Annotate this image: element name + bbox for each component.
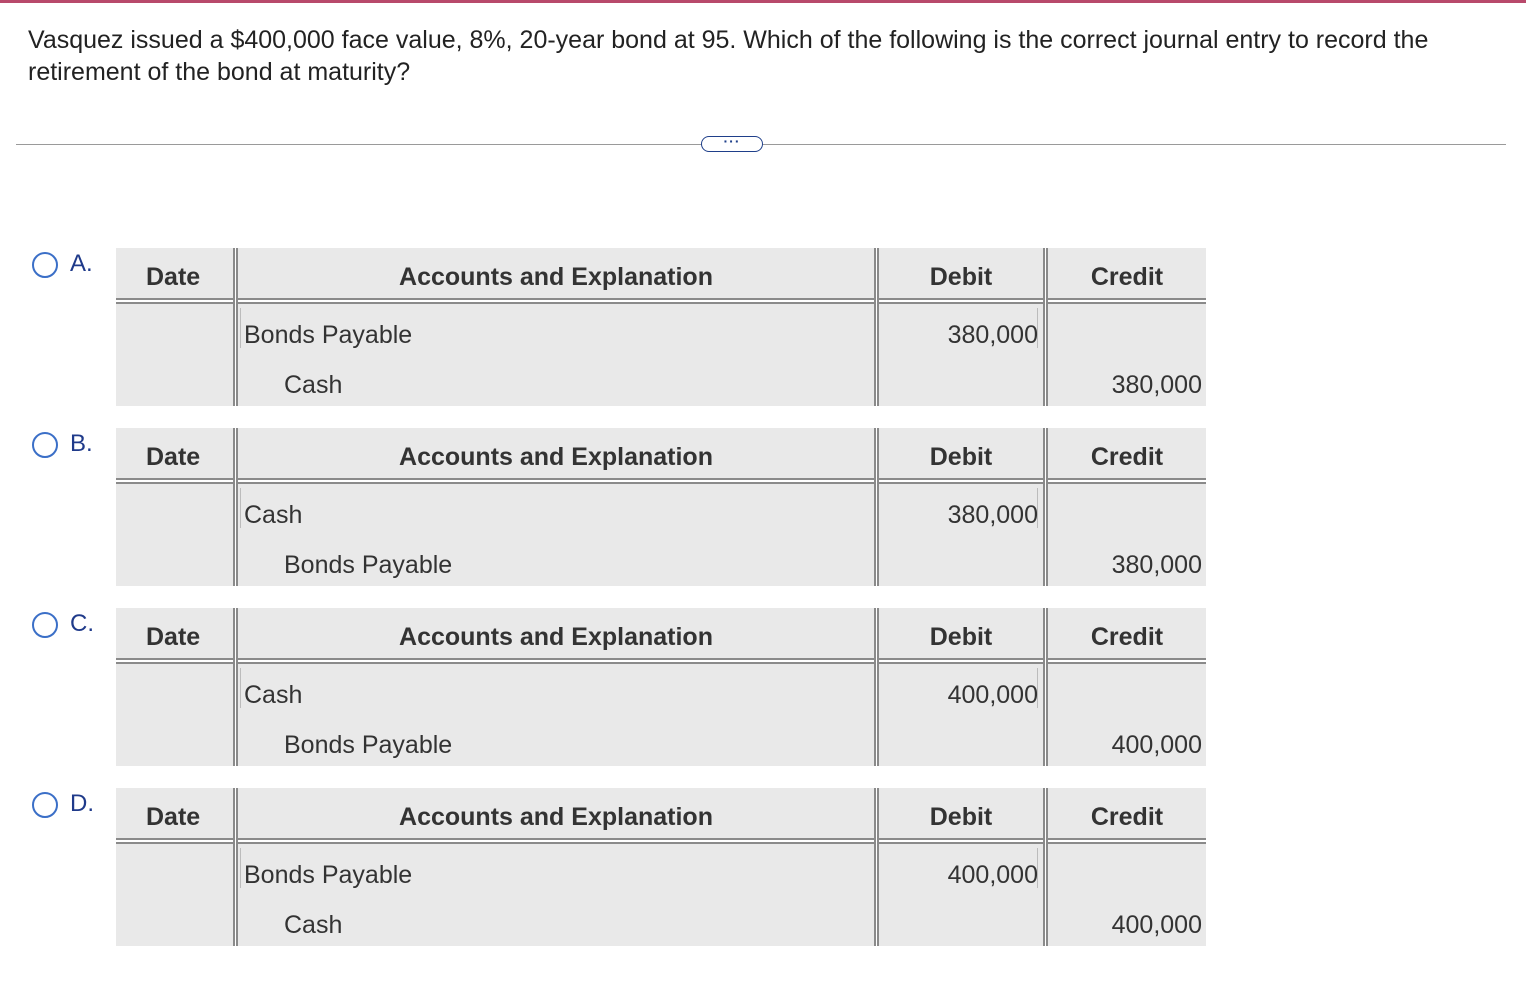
header-credit: Credit xyxy=(1090,623,1164,651)
header-accounts: Accounts and Explanation xyxy=(399,443,713,471)
header-credit: Credit xyxy=(1090,443,1164,471)
header-debit: Debit xyxy=(929,443,993,471)
column-separator xyxy=(233,428,238,586)
header-debit: Debit xyxy=(929,263,993,291)
credit-account: Bonds Payable xyxy=(284,731,453,759)
credit-amount: 400,000 xyxy=(1111,731,1202,759)
header-date: Date xyxy=(146,263,201,291)
debit-amount: 380,000 xyxy=(947,501,1038,529)
debit-account: Cash xyxy=(244,501,303,529)
credit-account: Bonds Payable xyxy=(284,551,453,579)
answer-option-c xyxy=(0,608,1526,766)
header-credit: Credit xyxy=(1090,263,1164,291)
journal-entry-table xyxy=(116,248,1206,406)
option-letter: B. xyxy=(70,430,93,457)
radio-option-b[interactable] xyxy=(32,432,58,458)
debit-account: Bonds Payable xyxy=(244,861,413,889)
radio-option-c[interactable] xyxy=(32,612,58,638)
cell-border xyxy=(240,308,241,348)
header-accounts: Accounts and Explanation xyxy=(399,803,713,831)
debit-account: Cash xyxy=(244,681,303,709)
header-accounts: Accounts and Explanation xyxy=(399,263,713,291)
journal-entry-table xyxy=(116,788,1206,946)
cell-border xyxy=(240,668,241,708)
journal-entry-table xyxy=(116,428,1206,586)
credit-amount: 380,000 xyxy=(1111,371,1202,399)
debit-amount: 400,000 xyxy=(947,681,1038,709)
question-text: Vasquez issued a $400,000 face value, 8%, 20-year bond at 95. Which of the following is the correct journal entry to record the retirement of the bond at maturity? xyxy=(28,26,1429,86)
header-debit: Debit xyxy=(929,623,993,651)
header-debit: Debit xyxy=(929,803,993,831)
debit-amount: 400,000 xyxy=(947,861,1038,889)
cell-border xyxy=(240,488,241,528)
journal-entry-table xyxy=(116,608,1206,766)
answer-option-a xyxy=(0,248,1526,406)
cell-border xyxy=(240,848,241,888)
header-date: Date xyxy=(146,803,201,831)
credit-amount: 400,000 xyxy=(1111,911,1202,939)
top-accent-bar xyxy=(0,0,1526,3)
credit-account: Cash xyxy=(284,911,343,939)
option-letter: C. xyxy=(70,610,94,637)
option-letter: D. xyxy=(70,790,94,817)
header-credit: Credit xyxy=(1090,803,1164,831)
debit-amount: 380,000 xyxy=(947,321,1038,349)
header-date: Date xyxy=(146,443,201,471)
debit-account: Bonds Payable xyxy=(244,321,413,349)
radio-option-a[interactable] xyxy=(32,252,58,278)
answer-option-d xyxy=(0,788,1526,946)
column-separator xyxy=(233,608,238,766)
option-letter: A. xyxy=(70,250,93,277)
radio-option-d[interactable] xyxy=(32,792,58,818)
more-options-button[interactable]: ··· xyxy=(701,136,763,152)
column-separator xyxy=(233,788,238,946)
answer-option-b xyxy=(0,428,1526,586)
credit-account: Cash xyxy=(284,371,343,399)
credit-amount: 380,000 xyxy=(1111,551,1202,579)
header-accounts: Accounts and Explanation xyxy=(399,623,713,651)
column-separator xyxy=(233,248,238,406)
header-date: Date xyxy=(146,623,201,651)
